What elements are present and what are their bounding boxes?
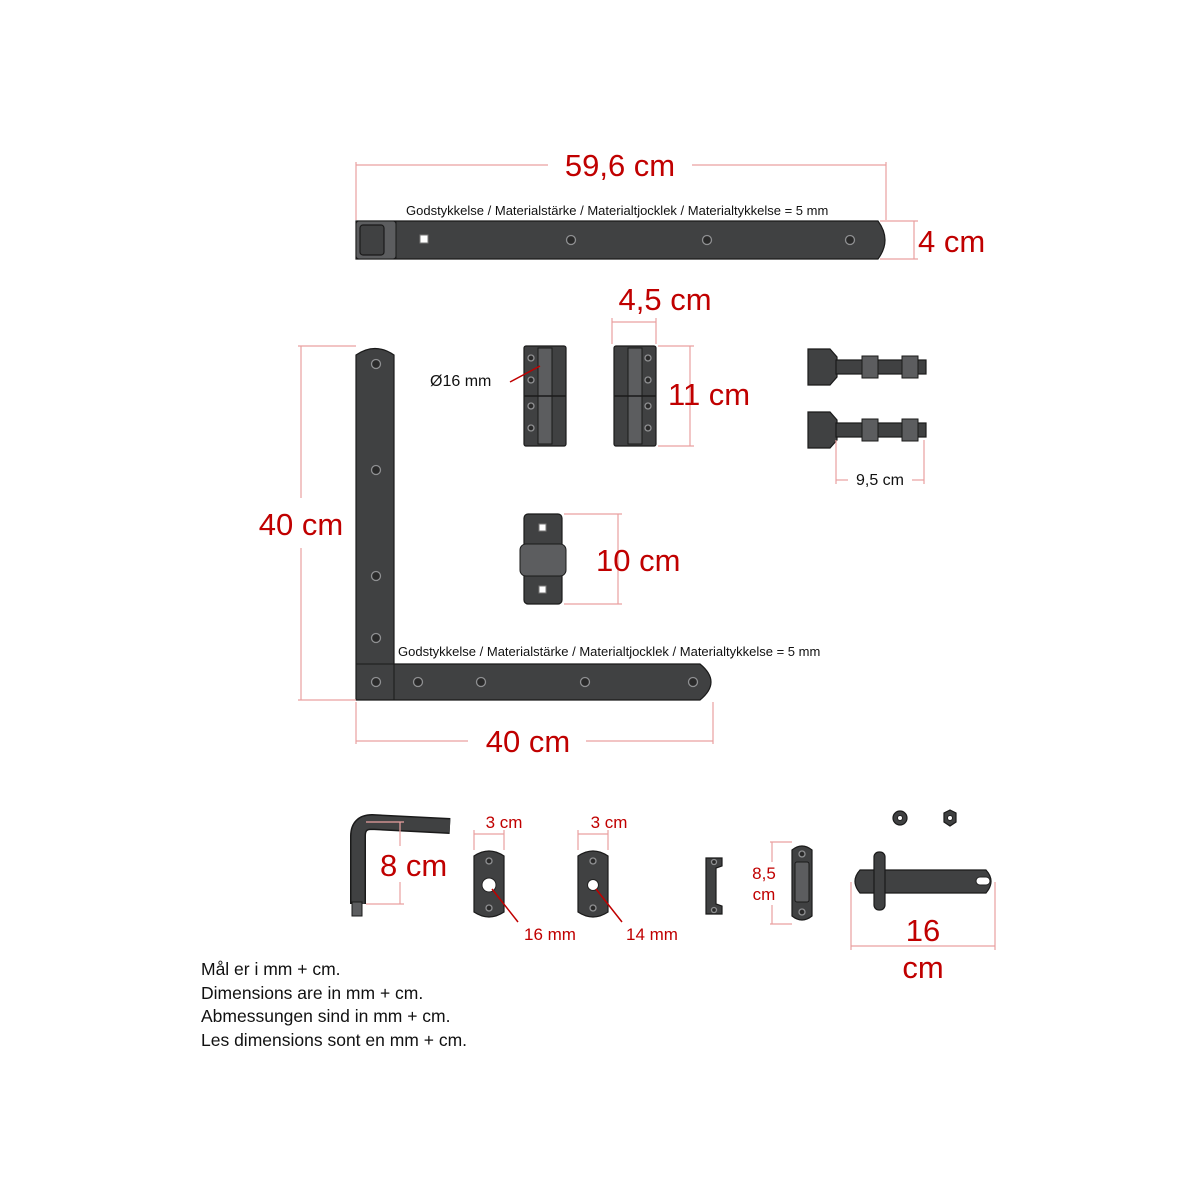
bolt-with-nuts [855, 810, 991, 910]
latch-height-label-1: 8,5 [752, 864, 776, 883]
strap-hinge [356, 221, 885, 259]
pin-length-dimension [836, 440, 924, 489]
bracket-width-label: 4,5 cm [618, 282, 712, 317]
bracket-height-label: 11 cm [668, 377, 751, 412]
units-note-en: Dimensions are in mm + cm. [201, 982, 424, 1003]
units-notes [201, 958, 467, 1052]
plate1-width-label: 3 cm [485, 813, 523, 832]
strap-width-dimension [880, 221, 985, 259]
bracket-width-dimension [612, 282, 712, 344]
units-note-de: Abmessungen sind in mm + cm. [201, 1006, 451, 1026]
plate2-width-dimension [578, 813, 627, 850]
angle-height-label: 40 cm [258, 507, 344, 542]
bracket-hole-label: Ø16 mm [430, 373, 492, 390]
pin-length-label: 9,5 cm [855, 472, 905, 489]
latch-height-label-2: cm [752, 885, 776, 904]
lhook-height-dimension [366, 822, 447, 904]
strap-material-note: Godstykkelse / Materialstärke / Materialtjocklek / Materialtykkelse = 5 mm [406, 203, 829, 218]
threaded-pin-upper [808, 349, 926, 385]
angle-width-label: 40 cm [485, 724, 571, 759]
bolt-length-dimension [851, 882, 995, 985]
strap-width-label: 4 cm [918, 224, 986, 259]
units-note-fr: Les dimensions sont en mm + cm. [201, 1029, 468, 1050]
gate-keeper [520, 514, 566, 604]
keeper-height-dimension [564, 514, 680, 604]
latch-keeper [792, 846, 812, 920]
keeper-height-label: 10 cm [596, 543, 681, 578]
threaded-pin-lower [808, 412, 926, 448]
mounting-plate-14mm [578, 851, 608, 917]
angle-material-note: Godstykkelse / Materialstärke / Materialtjocklek / Materialtykkelse = 5 mm [398, 644, 821, 659]
lhook-height-label: 8 cm [380, 848, 448, 883]
bolt-length-label-1: 16 [905, 913, 941, 948]
bolt-length-label-2: cm [902, 950, 944, 985]
mounting-plate-16mm [474, 851, 504, 917]
pintle-bracket-left [524, 346, 566, 446]
latch-clip [706, 858, 722, 914]
angle-height-dimension [259, 346, 356, 700]
plate1-hole-label: 16 mm [524, 925, 576, 944]
latch-height-dimension [752, 842, 792, 924]
strap-length-label: 59,6 cm [564, 148, 676, 183]
units-note-no: Mål er i mm + cm. [201, 959, 341, 979]
plate2-hole-label: 14 mm [626, 925, 678, 944]
plate1-width-dimension [474, 813, 522, 850]
plate2-width-label: 3 cm [590, 813, 628, 832]
pintle-bracket-right [614, 346, 656, 446]
bracket-height-dimension [658, 346, 750, 446]
angle-width-dimension [356, 702, 713, 759]
